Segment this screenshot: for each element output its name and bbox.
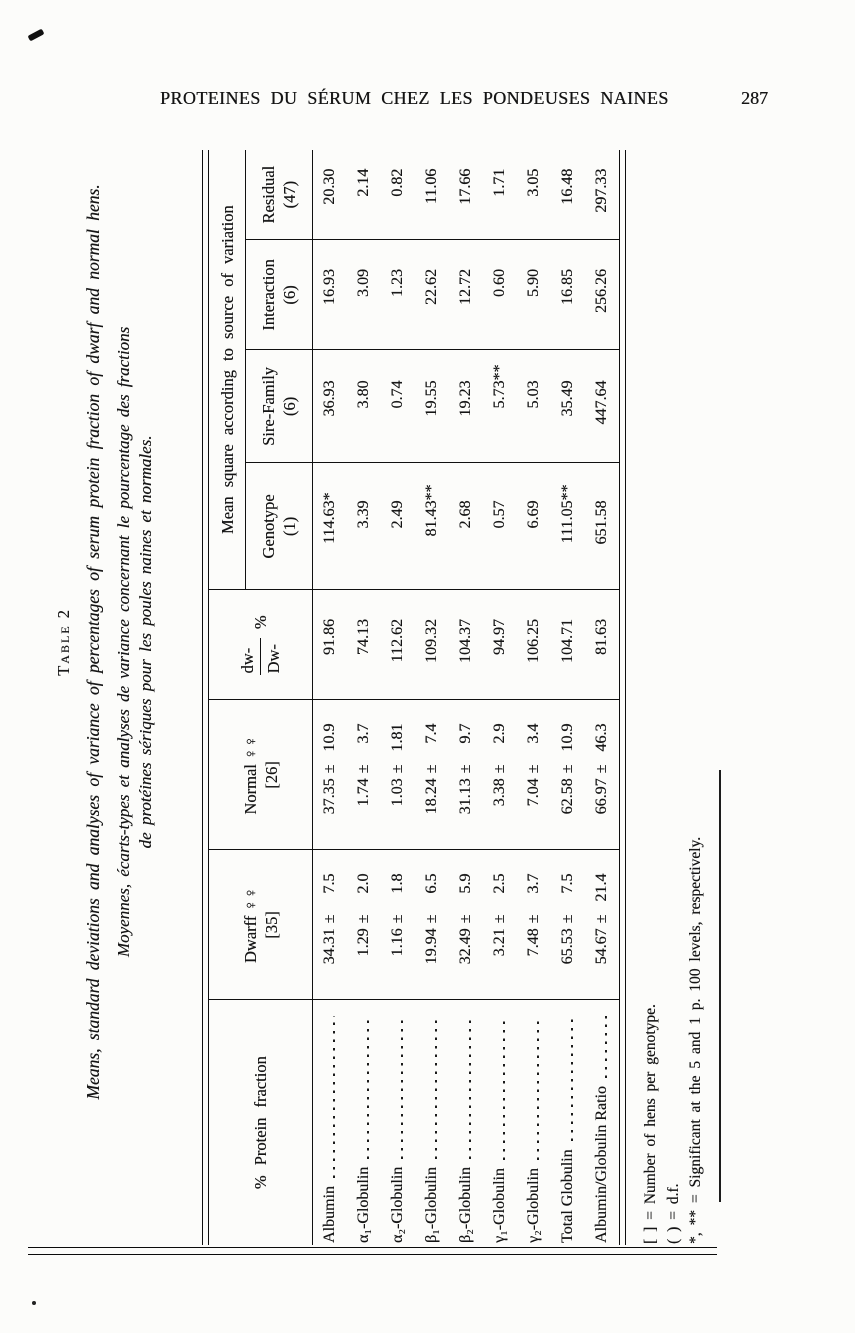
rotated-table-area [28, 138, 720, 1260]
value-cell: 2.49 [381, 463, 415, 590]
fraction-denominator: Dw- [264, 644, 283, 674]
footnote-line: ( ) = d.f. [664, 1183, 682, 1244]
protein-fraction-label [313, 1000, 348, 1245]
value-cell: 3.09 [347, 240, 381, 350]
dot-leader [333, 1017, 335, 1179]
footnote-line: [ ] = Number of hens per genotype. [642, 1004, 659, 1244]
value-cell: 19.23 [449, 350, 483, 463]
table-row [585, 150, 619, 1245]
value-cell: 111.05** [551, 463, 585, 590]
value-cell: 5.90 [517, 240, 551, 350]
value-cell: 3.05 [517, 150, 551, 240]
dwarff-header-line1: Dwarff ♀♀ [240, 886, 260, 964]
interaction-df: (6) [280, 285, 299, 305]
table-zone [202, 150, 626, 1245]
protein-fraction-header: % Protein fraction [209, 1000, 313, 1245]
interaction-header-line1: Interaction [259, 259, 278, 331]
value-cell: 35.49 [551, 350, 585, 463]
value-cell: 256.26 [585, 240, 619, 350]
genotype-df: (1) [280, 516, 299, 537]
dwarff-header [209, 850, 313, 1000]
caption-english: Means, standard deviations and analyses of variance of percentages of serum protein fraction of dwarf and normal hens. [83, 184, 103, 1100]
protein-fraction-label [415, 1000, 449, 1245]
percent-sign: % [251, 615, 270, 630]
scan-speck [32, 1301, 36, 1305]
value-cell: 11.06 [415, 150, 449, 240]
mean-sd-cell: 19.94±6.5 [415, 850, 449, 1000]
row-label-text: β₂-Globulin [457, 1167, 474, 1243]
protein-fraction-label [381, 1000, 415, 1245]
table-row [517, 150, 551, 1245]
protein-fraction-label [347, 1000, 381, 1245]
residual-header-line1: Residual [259, 165, 278, 224]
table-body [313, 150, 620, 1245]
table-row [449, 150, 483, 1245]
value-cell: 3.39 [347, 463, 381, 590]
residual-header [246, 150, 313, 240]
dw-ratio-fraction [237, 593, 284, 698]
protein-fraction-label [483, 1000, 517, 1245]
value-cell: 5.03 [517, 350, 551, 463]
mean-sd-cell: 66.97±46.3 [585, 700, 619, 850]
genotype-header-line1: Genotype [259, 494, 278, 559]
protein-fraction-label [517, 1000, 551, 1245]
residual-df: (47) [280, 180, 299, 209]
mean-sd-cell: 34.31±7.5 [313, 850, 348, 1000]
caption-french-line2: de protéines sériques pour les poules naines et normales. [136, 435, 155, 849]
value-cell: 16.48 [551, 150, 585, 240]
value-cell: 2.68 [449, 463, 483, 590]
mean-sd-cell: 3.21±2.5 [483, 850, 517, 1000]
normal-header-line1: Normal ♀♀ [240, 735, 260, 815]
value-cell: 20.30 [313, 150, 348, 240]
value-cell: 91.86 [313, 590, 348, 700]
value-cell: 114.63* [313, 463, 348, 590]
row-label-text: α₂-Globulin [389, 1166, 406, 1243]
rotated-table-block [28, 138, 720, 1260]
value-cell: 109.32 [415, 590, 449, 700]
mean-sd-cell: 1.29±2.0 [347, 850, 381, 1000]
fraction-numerator: dw- [237, 638, 261, 674]
closing-double-rule [28, 1247, 717, 1255]
dot-leader [469, 1017, 471, 1160]
genotype-header [246, 463, 313, 590]
running-header-title: PROTEINES DU SÉRUM CHEZ LES PONDEUSES NAINES [160, 88, 669, 108]
value-cell: 112.62 [381, 590, 415, 700]
value-cell: 104.37 [449, 590, 483, 700]
sire-family-header [246, 350, 313, 463]
mean-sd-cell: 32.49±5.9 [449, 850, 483, 1000]
dot-leader [571, 1017, 573, 1142]
mean-sd-cell: 54.67±21.4 [585, 850, 619, 1000]
mean-sd-cell: 1.74±3.7 [347, 700, 381, 850]
value-cell: 651.58 [585, 463, 619, 590]
table-bottom-double-rule [619, 150, 626, 1245]
protein-fraction-label [585, 1000, 619, 1245]
caption-french-line1: Moyennes, écarts-types et analyses de variance concernant le pourcentage des fractions [114, 326, 133, 958]
value-cell: 1.71 [483, 150, 517, 240]
value-cell: 12.72 [449, 240, 483, 350]
dot-leader [605, 1017, 607, 1079]
row-label-text: β₁-Globulin [423, 1167, 440, 1243]
value-cell: 104.71 [551, 590, 585, 700]
protein-fraction-label [551, 1000, 585, 1245]
dot-leader [367, 1017, 369, 1159]
table-caption [54, 142, 157, 1142]
value-cell: 447.64 [585, 350, 619, 463]
row-label-text: γ₁-Globulin [491, 1168, 508, 1243]
value-cell: 17.66 [449, 150, 483, 240]
scan-artifact-line [719, 770, 721, 1202]
value-cell: 0.74 [381, 350, 415, 463]
dwarff-count: [35] [261, 911, 281, 939]
mean-square-group-header: Mean square according to source of variation [209, 150, 246, 590]
table-row [381, 150, 415, 1245]
table-row [483, 150, 517, 1245]
dot-leader [401, 1017, 403, 1159]
value-cell: 6.69 [517, 463, 551, 590]
table-top-double-rule [202, 150, 209, 1245]
caption-french [113, 142, 157, 1142]
row-label-text: Albumin/Globulin Ratio [593, 1086, 610, 1243]
table-row [415, 150, 449, 1245]
row-label-text: Total Globulin [559, 1149, 576, 1243]
dw-ratio-header [209, 590, 313, 700]
table-row [347, 150, 381, 1245]
value-cell: 81.43** [415, 463, 449, 590]
mean-sd-cell: 37.35±10.9 [313, 700, 348, 850]
value-cell: 16.85 [551, 240, 585, 350]
page-number: 287 [741, 88, 768, 108]
value-cell: 22.62 [415, 240, 449, 350]
footnotes [640, 138, 708, 1244]
serum-protein-table [209, 150, 619, 1245]
value-cell: 3.80 [347, 350, 381, 463]
table-number-label: Table 2 [54, 608, 73, 676]
fraction [237, 638, 284, 674]
mean-sd-cell: 62.58±10.9 [551, 700, 585, 850]
dot-leader [435, 1017, 437, 1160]
mean-sd-cell: 3.38±2.9 [483, 700, 517, 850]
mean-sd-cell: 7.04±3.4 [517, 700, 551, 850]
normal-count: [26] [261, 761, 281, 789]
interaction-header [246, 240, 313, 350]
value-cell: 36.93 [313, 350, 348, 463]
mean-sd-cell: 1.03±1.81 [381, 700, 415, 850]
value-cell: 5.73** [483, 350, 517, 463]
row-label-text: Albumin [321, 1186, 338, 1243]
row-label-text: α₁-Globulin [355, 1166, 372, 1243]
value-cell: 19.55 [415, 350, 449, 463]
sire-family-df: (6) [280, 396, 299, 417]
row-label-text: γ₂-Globulin [525, 1168, 542, 1243]
value-cell: 94.97 [483, 590, 517, 700]
value-cell: 0.82 [381, 150, 415, 240]
mean-sd-cell: 1.16±1.8 [381, 850, 415, 1000]
mean-sd-cell: 7.48±3.7 [517, 850, 551, 1000]
scan-speck [28, 29, 45, 42]
dot-leader [537, 1017, 539, 1161]
value-cell: 16.93 [313, 240, 348, 350]
footnote-line: *, ** = Significant at the 5 and 1 p. 100 levels, respectively. [687, 836, 704, 1244]
mean-sd-cell: 65.53±7.5 [551, 850, 585, 1000]
value-cell: 1.23 [381, 240, 415, 350]
protein-fraction-label [449, 1000, 483, 1245]
mean-sd-cell: 31.13±9.7 [449, 700, 483, 850]
normal-header [209, 700, 313, 850]
running-header [0, 88, 855, 114]
value-cell: 81.63 [585, 590, 619, 700]
value-cell: 106.25 [517, 590, 551, 700]
dot-leader [503, 1017, 505, 1161]
value-cell: 74.13 [347, 590, 381, 700]
table-row [313, 150, 348, 1245]
value-cell: 0.57 [483, 463, 517, 590]
sire-family-header-line1: Sire-Family [259, 367, 278, 446]
value-cell: 0.60 [483, 240, 517, 350]
mean-sd-cell: 18.24±7.4 [415, 700, 449, 850]
table-row [551, 150, 585, 1245]
value-cell: 297.33 [585, 150, 619, 240]
value-cell: 2.14 [347, 150, 381, 240]
